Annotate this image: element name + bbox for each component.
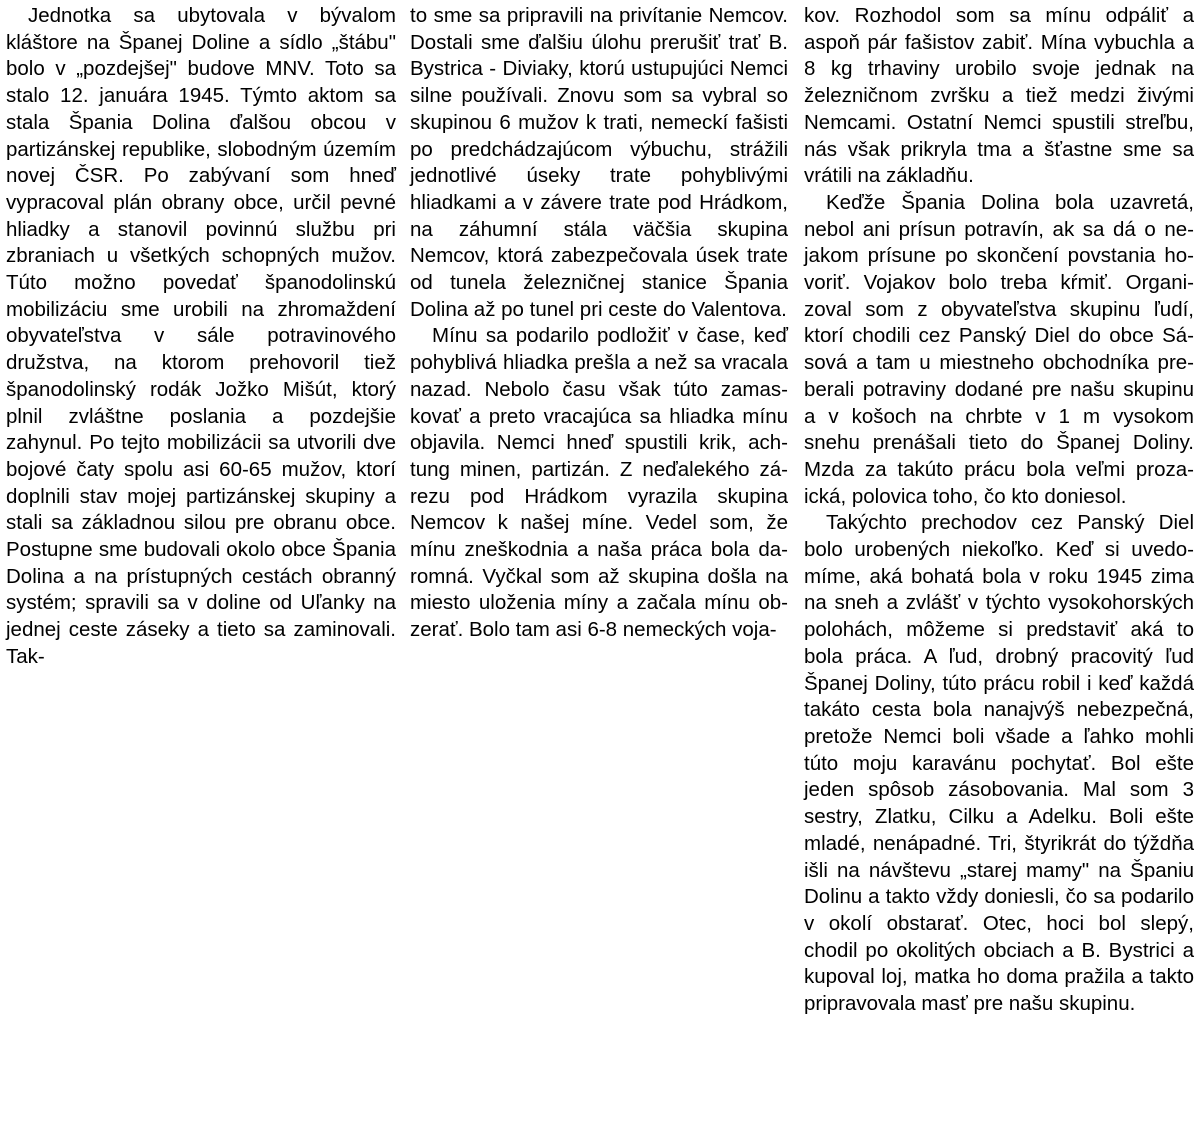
paragraph: Jednotka sa ubytovala v bývalom kláštore na Španej Doline a sídlo „štábu" bolo v „pozdejšej" budove MNV. Toto sa stalo 12. januára 1945. Týmto aktom sa stala Špania Dolina ďalšou obcou v partizánskej republike, slobodným územím novej ČSR. Po zabývaní som hneď vypracoval plán obrany obce, určil pevné hliadky a stanovil povinnú službu pri zbraniach u všetkých schopných mužov. Túto možno povedať španodolinskú mobilizáciu sme urobili na zhromaždení obyvateľstva v sále potravinového družstva, na ktorom prehovoril tiež španodolinský rodák Jožko Mišút, ktorý plnil zvláštne poslania a pozdejšie zahynul. Po tejto mobilizácii sa utvorili dve bojové čaty spolu asi 60-65 mužov, ktorí doplnili stav mojej partizánskej skupiny a stali sa základnou silou pre obranu obce. Postupne sme budovali okolo obce Špania Dolina a na prístupných cestách obranný systém; spravili sa v doline od Uľanky na jednej ceste záseky a tieto sa zaminovali. Tak- [6, 4, 396, 668]
paragraph: kov. Rozhodol som sa mínu odpáliť a aspoň pár fašistov zabiť. Mína vybuchla a 8 kg trhaviny urobilo svoje jednak na železničnom zvršku a tiež medzi živými Nemcami. Ostatní Nemci spustili streľbu, nás však prikryla tma a šťastne sme sa vrátili na základňu. [804, 4, 1194, 188]
paragraph: Takýchto prechodov cez Panský Diel bolo urobených niekoľko. Keď si uvedomíme, aká bohatá bola v roku 1945 zima na sneh a zvlášť v týchto vysokohorských polohách, môžeme si predstaviť aká to bola práca. A ľud, drobný pracovitý ľud Španej Doliny, túto prácu robil i keď každá takáto cesta bola nanajvýš nebezpečná, pretože Nemci boli všade a ľahko mohli túto moju karavánu pochytať. Bol ešte jeden spôsob zásobovania. Mal som 3 sestry, Zlatku, Cilku a Adelku. Boli ešte mladé, nenápadné. Tri, štyrikrát do týždňa išli na návštevu „starej mamy" na Španiu Dolinu a takto vždy doniesli, čo sa podarilo v okolí obstarať. Otec, hoci bol slepý, chodil po okolitých obciach a B. Bystrici a kupoval loj, matka ho doma pražila a takto pripravovala masť pre našu skupinu. [804, 511, 1194, 1016]
text-column-right [804, 3, 1194, 1018]
text-column-middle [410, 3, 788, 644]
paragraph: Mínu sa podarilo podložiť v čase, keď pohyblivá hliadka prešla a než sa vracala nazad. Nebolo času však túto zamaskovať a preto vracajúca sa hliadka mínu objavila. Nemci hneď spustili krik, achtung minen, partizán. Z neďalekého zárezu pod Hrádkom vyrazila skupina Nemcov k našej míne. Vedel som, že mínu zneškodnia a naša práca bola daromná. Vyčkal som až skupina došla na miesto uloženia míny a začala mínu obzerať. Bolo tam asi 6-8 nemeckých voja- [410, 324, 788, 642]
text-column-left [6, 3, 396, 671]
paragraph: to sme sa pripravili na privítanie Nemcov. Dostali sme ďalšiu úlohu prerušiť trať B. Bystrica - Diviaky, ktorú ustupujúci Nemci silne používali. Znovu som sa vybral so skupinou 6 mužov k trati, nemeckí fašisti po predchádzajúcom výbuchu, strážili jednotlivé úseky trate pohyblivými hliadkami a v závere trate pod Hrádkom, na záhumní stála väčšia skupina Nemcov, ktorá zabezpečovala úsek trate od tunela železničnej stanice Špania Dolina až po tunel pri ceste do Valentova. [410, 4, 788, 321]
paragraph: Keďže Špania Dolina bola uzavretá, nebol ani prísun potravín, ak sa dá o nejakom prísune po skončení povstania hovoriť. Vojakov bolo treba kŕmiť. Organizoval som z obyvateľstva skupinu ľudí, ktorí chodili cez Panský Diel do obce Sásová a tam u miestneho obchodníka preberali potraviny dodané pre našu skupinu a v košoch na chrbte v 1 m vysokom snehu prenášali tieto do Španej Doliny. Mzda za takúto prácu bola veľmi prozaická, polovica toho, čo kto doniesol. [804, 190, 1194, 508]
